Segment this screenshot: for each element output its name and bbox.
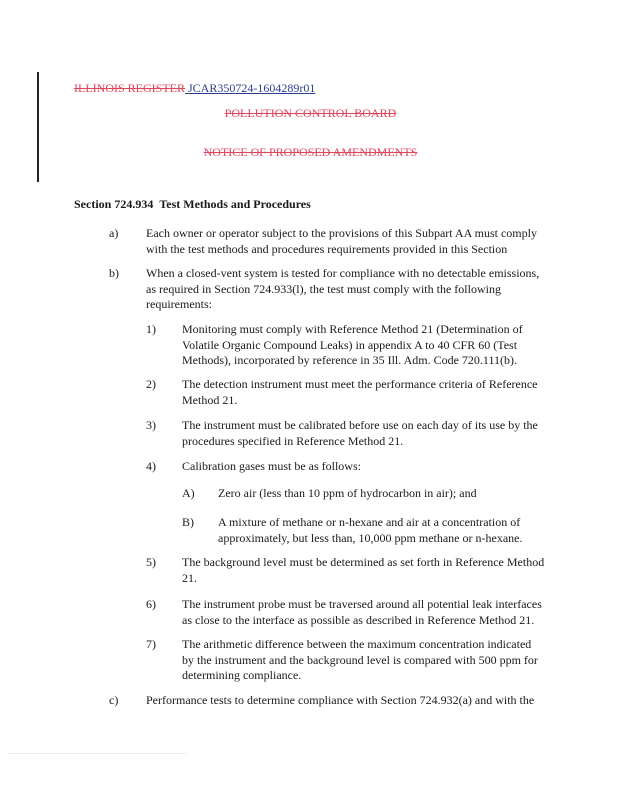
item-b4-label: 4) [146,459,156,473]
item-a-label: a) [109,226,119,240]
item-b3-text: The instrument must be calibrated before use on each day of its use by the procedures specified in Reference Method 21. [182,418,538,448]
item-b7-label: 7) [146,637,156,651]
section-number: Section 724.934 [74,197,154,211]
board-header: POLLUTION CONTROL BOARD [224,106,397,120]
register-header [74,81,315,95]
item-b4b-text: A mixture of methane or n-hexane and air at a concentration of approximately, but less than, 10,000 ppm methane or n-hexane. [218,515,523,545]
item-b7-text: The arithmetic difference between the maximum concentration indicated by the instrument and the background level is compared with 500 ppm for determining compliance. [182,637,538,682]
section-title: Test Methods and Procedures [159,197,311,211]
register-deleted-text: ILLINOIS REGISTER [74,81,185,95]
section-heading [74,197,311,213]
register-inserted-text: JCAR350724-1604289r01 [185,81,316,95]
item-b5-text: The background level must be determined as set forth in Reference Method 21. [182,555,545,585]
item-a-text: Each owner or operator subject to the provisions of this Subpart AA must comply with the test methods and procedures requirements provided in this Section [146,226,537,256]
item-b2-text: The detection instrument must meet the performance criteria of Reference Method 21. [182,377,538,407]
item-b-label: b) [109,266,119,280]
item-b2-label: 2) [146,377,156,391]
notice-header: NOTICE OF PROPOSED AMENDMENTS [203,145,418,159]
item-b1-label: 1) [146,322,156,336]
item-b4-text: Calibration gases must be as follows: [182,459,361,473]
item-b3-label: 3) [146,418,156,432]
item-b4b-label: B) [182,515,194,529]
item-b1-text: Monitoring must comply with Reference Method 21 (Determination of Volatile Organic Compound Leaks) in appendix A to 40 CFR 60 (Test Methods), incorporated by reference in 35 Ill. Adm. Code 720.111(b). [182,322,523,367]
item-b-text: When a closed-vent system is tested for compliance with no detectable emissions, as required in Section 724.933(l), the test must comply with the following requirements: [146,266,540,311]
footer-rule [8,753,186,754]
change-bar [37,72,39,182]
item-b4a-label: A) [182,486,195,500]
item-c-text: Performance tests to determine compliance with Section 724.932(a) and with the [146,693,535,707]
item-c-label: c) [109,693,119,707]
item-b4a-text: Zero air (less than 10 ppm of hydrocarbon in air); and [218,486,477,500]
item-b6-text: The instrument probe must be traversed around all potential leak interfaces as close to the interface as possible as described in Reference Method 21. [182,597,542,627]
item-b6-label: 6) [146,597,156,611]
item-b5-label: 5) [146,555,156,569]
